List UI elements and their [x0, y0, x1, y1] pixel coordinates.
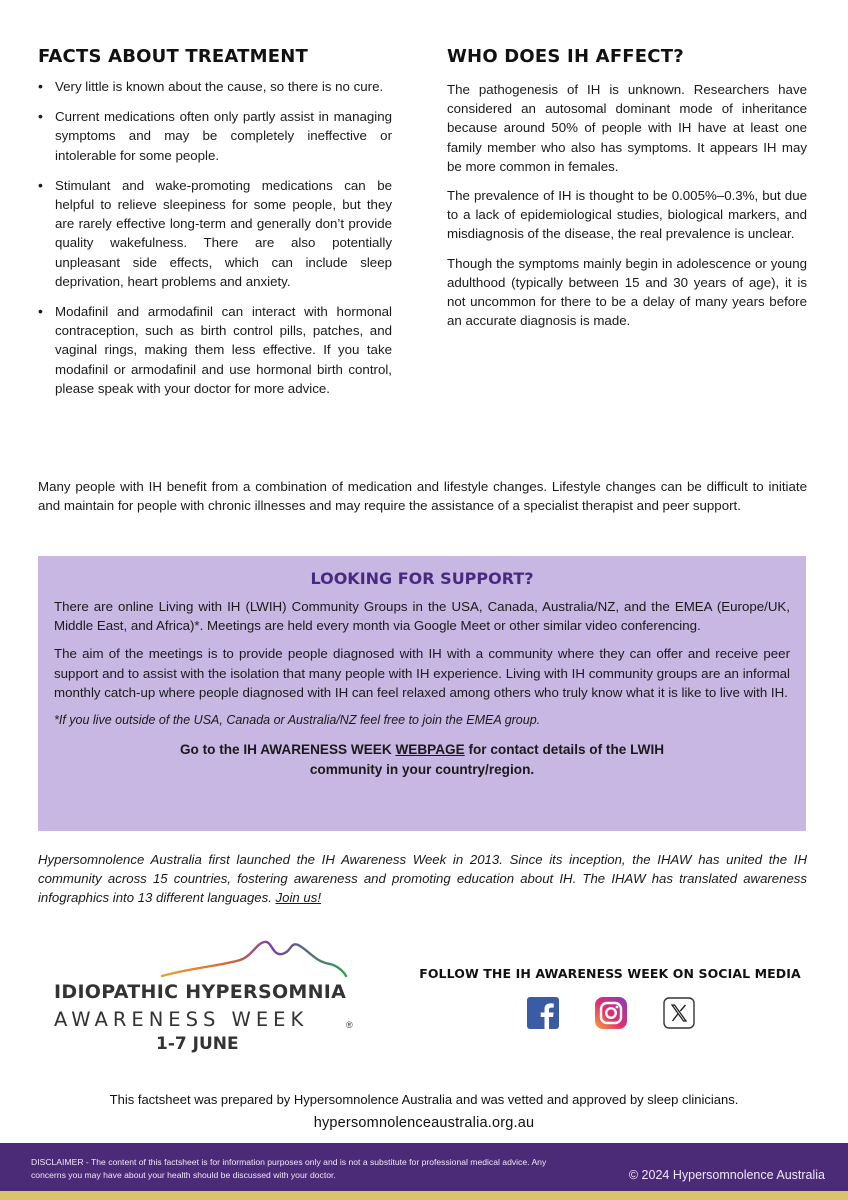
instagram-icon[interactable]	[594, 996, 628, 1030]
cta-text-before: Go to the IH AWARENESS WEEK	[179, 742, 396, 758]
support-note: *If you live outside of the USA, Canada or Australia/NZ feel free to join the EMEA group.	[54, 713, 541, 728]
support-cta	[142, 740, 702, 779]
treatment-list	[38, 77, 392, 398]
support-title: LOOKING FOR SUPPORT?	[310, 569, 534, 588]
footer-accent-bar	[0, 1191, 848, 1200]
list-item: • Very little is known about the cause, so there is no cure.	[38, 77, 392, 96]
disclaimer: DISCLAIMER - The content of this factsheet is for information purposes only and is not a substitute for professional medical advice. Any concerns you may have about your health should be discussed with your doctor.	[31, 1157, 547, 1180]
social-title: FOLLOW THE IH AWARENESS WEEK ON SOCIAL MEDIA	[419, 966, 801, 981]
x-icon[interactable]	[662, 996, 696, 1030]
treatment-section	[38, 46, 392, 409]
list-item: • Current medications often only partly assist in managing symptoms and may be completely ineffective or intolerable for some people.	[38, 107, 392, 165]
copyright: © 2024 Hypersomnolence Australia	[628, 1168, 825, 1182]
logo-dates: 1-7 JUNE	[156, 1034, 239, 1054]
affect-section	[447, 46, 807, 340]
cta-text-after: for contact details of the LWIH community in your country/region.	[309, 742, 665, 777]
social-icons	[526, 996, 726, 1032]
list-item: • Stimulant and wake-promoting medications can be helpful to relieve sleepiness for some people, but they are rarely effective long-term and generally don’t provide quality wakefulness. There are also potentially unpleasant side effects, which can include sleep deprivation, heart problems and anxiety.	[38, 176, 392, 291]
logo-subtitle: AWARENESS WEEK	[54, 1008, 309, 1031]
facebook-icon[interactable]	[526, 996, 560, 1030]
logo-title: IDIOPATHIC HYPERSOMNIA	[54, 981, 347, 1003]
registered-mark: ®	[346, 1020, 353, 1030]
prepared-by-text: This factsheet was prepared by Hypersomnolence Australia and was vetted and approved by sleep clinicians.	[109, 1092, 739, 1107]
webpage-link[interactable]: WEBPAGE	[395, 742, 465, 758]
affect-paragraph: Though the symptoms mainly begin in adolescence or young adulthood (typically between 15 and 30 years of age), it is not uncommon for there to be a delay of many years before an accurate diagnosis is made.	[447, 255, 807, 329]
affect-paragraph: The prevalence of IH is thought to be 0.005%–0.3%, but due to a lack of epidemiological studies, biological markers, and misdiagnosis of the disease, the real prevalence is unclear.	[447, 188, 807, 242]
footer	[0, 1143, 848, 1193]
ihaw-logo	[40, 936, 380, 1061]
logo-wave-graphic	[160, 936, 350, 980]
ihaw-text: Hypersomnolence Australia first launched the IH Awareness Week in 2013. Since its inception, the IHAW has united the IH community across 15 countries, fostering awareness and promoting education about IH. The IHAW has translated awareness infographics into 13 different languages.	[38, 852, 807, 905]
join-us-link[interactable]: Join us!	[275, 889, 321, 905]
social-section	[412, 966, 808, 981]
affect-paragraph: The pathogenesis of IH is unknown. Researchers have considered an autosomal dominant mode of inheritance because around 50% of people with IH have at least one family member who also has symptoms. It appears IH may be more common in females.	[447, 82, 807, 174]
affect-heading: WHO DOES IH AFFECT?	[447, 46, 684, 67]
treatment-heading: FACTS ABOUT TREATMENT	[38, 46, 308, 67]
website-link[interactable]: hypersomnolenceaustralia.org.au	[313, 1115, 535, 1131]
support-paragraph: The aim of the meetings is to provide people diagnosed with IH with a community where they can offer and receive peer support and to assist with the isolation that many people with IH experience. Living with IH community groups are an informal monthly catch-up where people diagnosed with IH can feel relaxed among others who truly know what it is like to live with IH.	[54, 646, 790, 700]
lifestyle-paragraph: Many people with IH benefit from a combination of medication and lifestyle changes. Lifestyle changes can be difficult to initiate and maintain for people with chronic illnesses and may require the assistance of a specialist therapist and peer support.	[38, 479, 807, 514]
ihaw-paragraph	[38, 851, 807, 907]
support-paragraph: There are online Living with IH (LWIH) Community Groups in the USA, Canada, Australia/NZ, and the EMEA (Europe/UK, Middle East, and Africa)*. Meetings are held every month via Google Meet or other similar video conferencing.	[54, 599, 790, 634]
support-box	[38, 556, 806, 831]
list-item: • Modafinil and armodafinil can interact with hormonal contraception, such as birth control pills, patches, and vaginal rings, making them less effective. If you take modafinil or armodafinil and use hormonal birth control, please speak with your doctor for more advice.	[38, 302, 392, 398]
